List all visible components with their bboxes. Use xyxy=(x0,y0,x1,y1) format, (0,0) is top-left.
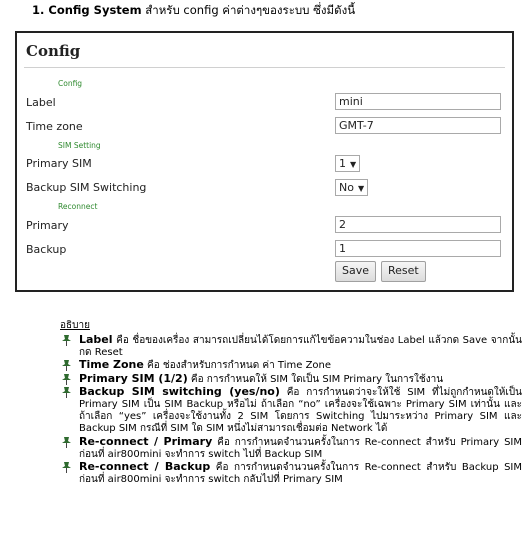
chevron-down-icon: ▼ xyxy=(357,184,365,193)
item-term: Backup SIM switching (yes/no) xyxy=(79,384,280,398)
item-term: Re-connect / Primary xyxy=(79,434,213,448)
item-text: คือ ช่องสำหรับการกำหนด ค่า Time Zone xyxy=(143,360,332,372)
reset-button[interactable]: Reset xyxy=(381,261,426,282)
list-item xyxy=(60,386,522,436)
timezone-input[interactable]: GMT-7 xyxy=(335,117,501,134)
label-input[interactable]: mini xyxy=(335,93,501,110)
title-divider xyxy=(24,67,505,68)
panel-title: Config xyxy=(26,42,81,60)
list-item xyxy=(60,334,522,359)
explanation-list xyxy=(60,334,522,486)
section-sim-setting: SIM Setting xyxy=(58,141,101,150)
primary-sim-label: Primary SIM xyxy=(26,157,92,170)
list-item xyxy=(60,436,522,461)
backup-reconnect-label: Backup xyxy=(26,243,67,256)
pushpin-icon xyxy=(60,360,73,371)
item-text: คือ การกำหนดให้ SIM ใดเป็น SIM Primary ในการใช้งาน xyxy=(187,373,444,385)
backup-switch-select[interactable] xyxy=(335,179,368,196)
item-text: คือ การกำหนดว่าจะให้ใช้ SIM ที่ไม่ถูกกำหนดให้เป็น Primary SIM เป็น SIM Backup หรือไม่ ถ้าเลือก “no” เครื่องจะใช้เฉพาะ Primary SIM เท่านั้น และถ้าเลือก “yes” เครื่องจะใช้งานทั้ง 2 SIM โดยการ Switching ไปมาระหว่าง Primary SIM และ Backup SIM กรณีที่ SIM ใด SIM หนึ่งไม่สามารถเชื่อมต่อ Network ได้ xyxy=(79,386,522,435)
chevron-down-icon: ▼ xyxy=(350,160,357,169)
item-text: คือ การกำหนดจำนวนครั้งในการ Re-connect สำหรับ Primary SIM ก่อนที่ air800mini จะทำการ switch ไปที่ Backup SIM xyxy=(79,436,523,460)
item-text: คือ การกำหนดจำนวนครั้งในการ Re-connect สำหรับ Backup SIM ก่อนที่ air800mini จะทำการ switch กลับไปที่ Primary SIM xyxy=(79,462,522,486)
primary-reconnect-input[interactable]: 2 xyxy=(335,216,501,233)
config-panel xyxy=(15,31,514,292)
backup-reconnect-input[interactable]: 1 xyxy=(335,240,501,257)
pushpin-icon xyxy=(60,374,73,385)
pushpin-icon xyxy=(60,387,73,398)
heading-number: 1. Config System xyxy=(32,3,142,17)
item-term: Primary SIM (1/2) xyxy=(79,371,188,385)
label-field-label: Label xyxy=(26,96,56,109)
document-heading xyxy=(32,2,355,20)
section-config: Config xyxy=(58,79,83,88)
item-term: Label xyxy=(79,333,113,346)
section-reconnect: Reconnect xyxy=(58,202,98,211)
item-term: Re-connect / Backup xyxy=(79,460,211,474)
item-text: คือ ชื่อของเครื่อง สามารถเปลี่ยนได้โดยการแก้ไขข้อความในช่อง Label แล้วกด Save จากนั้นกด Reset xyxy=(79,335,522,359)
pushpin-icon xyxy=(60,462,73,473)
pushpin-icon xyxy=(60,437,73,448)
explanation-title: อธิบาย xyxy=(60,320,90,331)
primary-reconnect-label: Primary xyxy=(26,219,69,232)
save-button[interactable]: Save xyxy=(335,261,376,282)
backup-switch-label: Backup SIM Switching xyxy=(26,181,147,194)
pushpin-icon xyxy=(60,335,73,346)
backup-switch-value: No xyxy=(339,181,354,194)
heading-description: สำหรับ config ค่าต่างๆของระบบ ซึ่งมีดังนี้ xyxy=(141,3,356,17)
item-term: Time Zone xyxy=(79,358,144,372)
primary-sim-select[interactable] xyxy=(335,155,360,172)
timezone-field-label: Time zone xyxy=(26,120,83,133)
list-item xyxy=(60,461,522,486)
primary-sim-value: 1 xyxy=(339,157,346,170)
